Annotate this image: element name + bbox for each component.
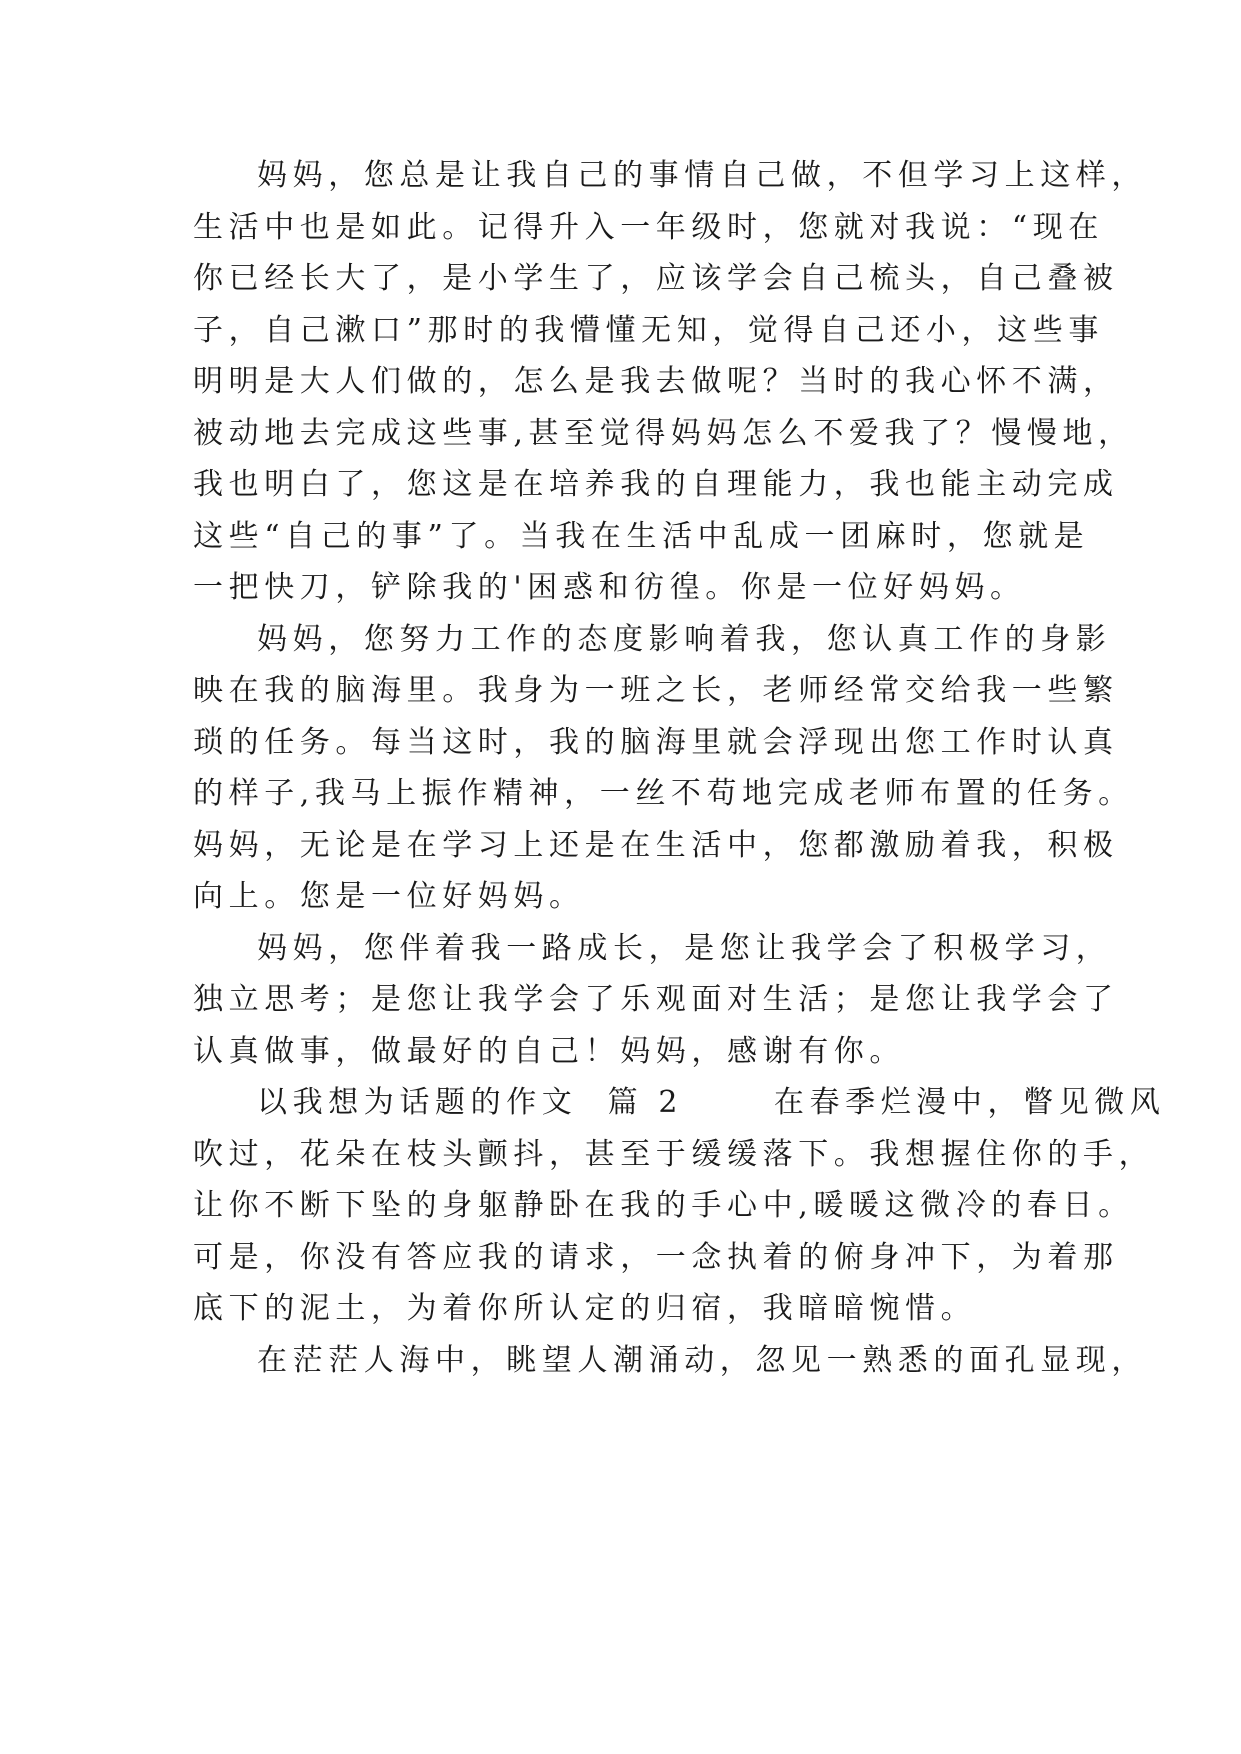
text-line: 向上。您是一位好妈妈。 bbox=[193, 879, 585, 914]
text-line: 吹过，花朵在枝头颤抖，甚至于缓缓落下。我想握住你的手， bbox=[193, 1136, 1155, 1172]
essay-body bbox=[193, 150, 1166, 1386]
text-line: 明明是大人们做的，怎么是我去做呢？当时的我心怀不满， bbox=[193, 364, 1119, 399]
text-line: 琐的任务。每当这时，我的脑海里就会浮现出您工作时认真 bbox=[193, 724, 1119, 760]
text-line: 可是，你没有答应我的请求，一念执着的俯身冲下，为着那 bbox=[193, 1239, 1119, 1275]
text-line: 妈妈，您总是让我自己的事情自己做，不但学习上这样， bbox=[257, 158, 1147, 193]
text-line: 在茫茫人海中，眺望人潮涌动，忽见一熟悉的面孔显现， bbox=[257, 1342, 1147, 1378]
text-line: 这些“自己的事”了。当我在生活中乱成一团麻时，您就是 bbox=[193, 518, 1090, 554]
text-line: 独立思考；是您让我学会了乐观面对生活；是您让我学会了 bbox=[193, 982, 1119, 1017]
text-line: 妈妈，您努力工作的态度影响着我，您认真工作的身影 bbox=[257, 621, 1112, 657]
text-line: 我也明白了，您这是在培养我的自理能力，我也能主动完成 bbox=[193, 467, 1119, 502]
text-line: 一把快刀，铲除我的'困惑和彷徨。你是一位好妈妈。 bbox=[193, 570, 1026, 605]
text-line: 被动地去完成这些事,甚至觉得妈妈怎么不爱我了？慢慢地， bbox=[193, 415, 1134, 451]
text-line: 让你不断下坠的身躯静卧在我的手心中,暖暖这微冷的春日。 bbox=[193, 1188, 1134, 1223]
text-line: 子，自己漱口”那时的我懵懂无知，觉得自己还小，这些事 bbox=[193, 312, 1104, 348]
text-line: 妈妈，您伴着我一路成长，是您让我学会了积极学习， bbox=[257, 930, 1112, 966]
essay-heading-line: 以我想为话题的作文 篇 2 在春季烂漫中，瞥见微风 bbox=[257, 1085, 1166, 1120]
text-line: 底下的泥土，为着你所认定的归宿，我暗暗惋惜。 bbox=[193, 1291, 977, 1326]
text-line: 妈妈，无论是在学习上还是在生活中，您都激励着我，积极 bbox=[193, 827, 1119, 863]
text-line: 生活中也是如此。记得升入一年级时，您就对我说：“现在 bbox=[193, 209, 1104, 245]
text-line: 你已经长大了，是小学生了，应该学会自己梳头，自己叠被 bbox=[193, 261, 1119, 296]
text-line: 认真做事，做最好的自己！妈妈，感谢有你。 bbox=[193, 1033, 905, 1069]
text-line: 映在我的脑海里。我身为一班之长，老师经常交给我一些繁 bbox=[193, 673, 1119, 708]
text-line: 的样子,我马上振作精神，一丝不苟地完成老师布置的任务。 bbox=[193, 776, 1134, 811]
